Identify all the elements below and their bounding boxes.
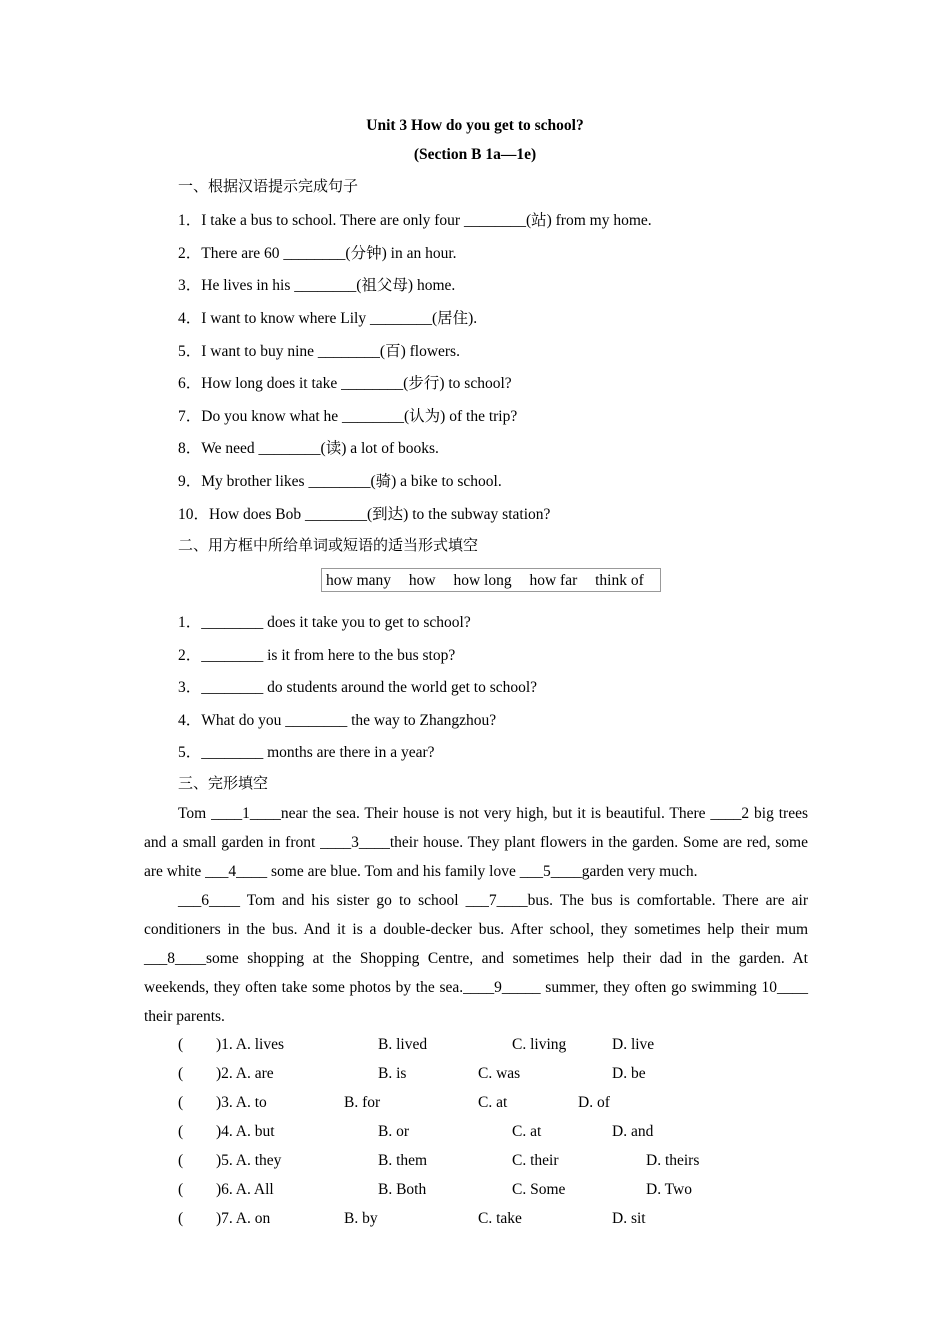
section1-item: 1．I take a bus to school. There are only four ________(站) from my home. bbox=[178, 212, 652, 229]
section1-item: 10．How does Bob ________(到达) to the subway station? bbox=[178, 506, 551, 523]
section1-item: 9．My brother likes ________(骑) a bike to school. bbox=[178, 473, 502, 490]
section1-item: 2．There are 60 ________(分钟) in an hour. bbox=[178, 245, 457, 262]
cloze-passage bbox=[144, 799, 808, 1031]
section1-item: 5．I want to buy nine ________(百) flowers. bbox=[178, 343, 460, 360]
question-option-a: )5. A. they bbox=[216, 1152, 282, 1169]
section2-heading: 二、用方框中所给单词或短语的适当形式填空 bbox=[178, 536, 479, 554]
question-option-d: D. of bbox=[578, 1094, 610, 1111]
question-option-b: B. Both bbox=[378, 1181, 427, 1198]
question-option-d: D. theirs bbox=[646, 1152, 700, 1169]
page-title: Unit 3 How do you get to school? bbox=[366, 117, 584, 134]
answer-paren: ( bbox=[178, 1152, 184, 1169]
question-option-d: D. be bbox=[612, 1065, 646, 1082]
answer-paren: ( bbox=[178, 1181, 184, 1198]
section1-item: 8．We need ________(读) a lot of books. bbox=[178, 440, 439, 457]
question-option-d: D. sit bbox=[612, 1210, 646, 1227]
section1-item: 7．Do you know what he ________(认为) of the trip? bbox=[178, 408, 518, 425]
answer-paren: ( bbox=[178, 1036, 184, 1053]
question-option-b: B. is bbox=[378, 1065, 407, 1082]
section1-item: 6．How long does it take ________(步行) to school? bbox=[178, 375, 512, 392]
word-box-item: how long bbox=[453, 572, 512, 589]
answer-paren: ( bbox=[178, 1094, 184, 1111]
section1-heading: 一、根据汉语提示完成句子 bbox=[178, 177, 359, 195]
question-option-a: )4. A. but bbox=[216, 1123, 275, 1140]
word-box-item: think of bbox=[595, 572, 644, 589]
question-option-c: C. Some bbox=[512, 1181, 566, 1198]
question-option-c: C. take bbox=[478, 1210, 522, 1227]
question-option-b: B. or bbox=[378, 1123, 409, 1140]
page-subtitle: (Section B 1a—1e) bbox=[413, 146, 537, 163]
section2-item: 2．________ is it from here to the bus stop? bbox=[178, 647, 456, 664]
section2-item: 4．What do you ________ the way to Zhangzhou? bbox=[178, 712, 497, 729]
answer-paren: ( bbox=[178, 1123, 184, 1140]
question-option-a: )1. A. lives bbox=[216, 1036, 285, 1053]
answer-paren: ( bbox=[178, 1210, 184, 1227]
question-option-a: )7. A. on bbox=[216, 1210, 271, 1227]
question-option-b: B. lived bbox=[378, 1036, 428, 1053]
question-option-d: D. Two bbox=[646, 1181, 692, 1198]
question-option-c: C. was bbox=[478, 1065, 521, 1082]
question-option-b: B. them bbox=[378, 1152, 428, 1169]
section1-item: 4．I want to know where Lily ________(居住). bbox=[178, 310, 478, 327]
question-option-b: B. by bbox=[344, 1210, 378, 1227]
question-option-c: C. at bbox=[478, 1094, 508, 1111]
answer-paren: ( bbox=[178, 1065, 184, 1082]
question-option-b: B. for bbox=[344, 1094, 381, 1111]
word-box-item: how bbox=[408, 572, 436, 589]
word-box bbox=[321, 568, 661, 592]
cloze-paragraph: ___6____ Tom and his sister go to school ___7____bus. The bus is comfortable. There are air conditioners in the bus. And it is a double-decker bus. After school, they sometimes help their mum ___8____some shopping at the Shopping Centre, and sometimes help their dad in the garden. At weekends, they often take some photos by the sea.____9_____ summer, they often go swimming 10____ their parents. bbox=[144, 892, 808, 1025]
question-option-d: D. live bbox=[612, 1036, 655, 1053]
question-option-c: C. living bbox=[512, 1036, 567, 1053]
word-box-item: how many bbox=[326, 572, 392, 589]
section2-item: 1．________ does it take you to get to school? bbox=[178, 614, 471, 631]
section1-item: 3．He lives in his ________(祖父母) home. bbox=[178, 277, 456, 294]
question-option-a: )2. A. are bbox=[216, 1065, 274, 1082]
question-option-c: C. their bbox=[512, 1152, 559, 1169]
word-box-item: how far bbox=[529, 572, 578, 589]
section2-item: 3．________ do students around the world get to school? bbox=[178, 679, 538, 696]
question-option-a: )3. A. to bbox=[216, 1094, 267, 1111]
section2-item: 5．________ months are there in a year? bbox=[178, 744, 435, 761]
question-option-c: C. at bbox=[512, 1123, 542, 1140]
question-option-a: )6. A. All bbox=[216, 1181, 274, 1198]
section3-heading: 三、完形填空 bbox=[178, 774, 269, 792]
question-option-d: D. and bbox=[612, 1123, 654, 1140]
cloze-paragraph: Tom ____1____near the sea. Their house is not very high, but it is beautiful. There ____2 big trees and a small garden in front ____3____their house. They plant flowers in the garden. Some are red, some are white ___4____ some are blue. Tom and his family love ___5____garden very much. bbox=[144, 805, 808, 880]
